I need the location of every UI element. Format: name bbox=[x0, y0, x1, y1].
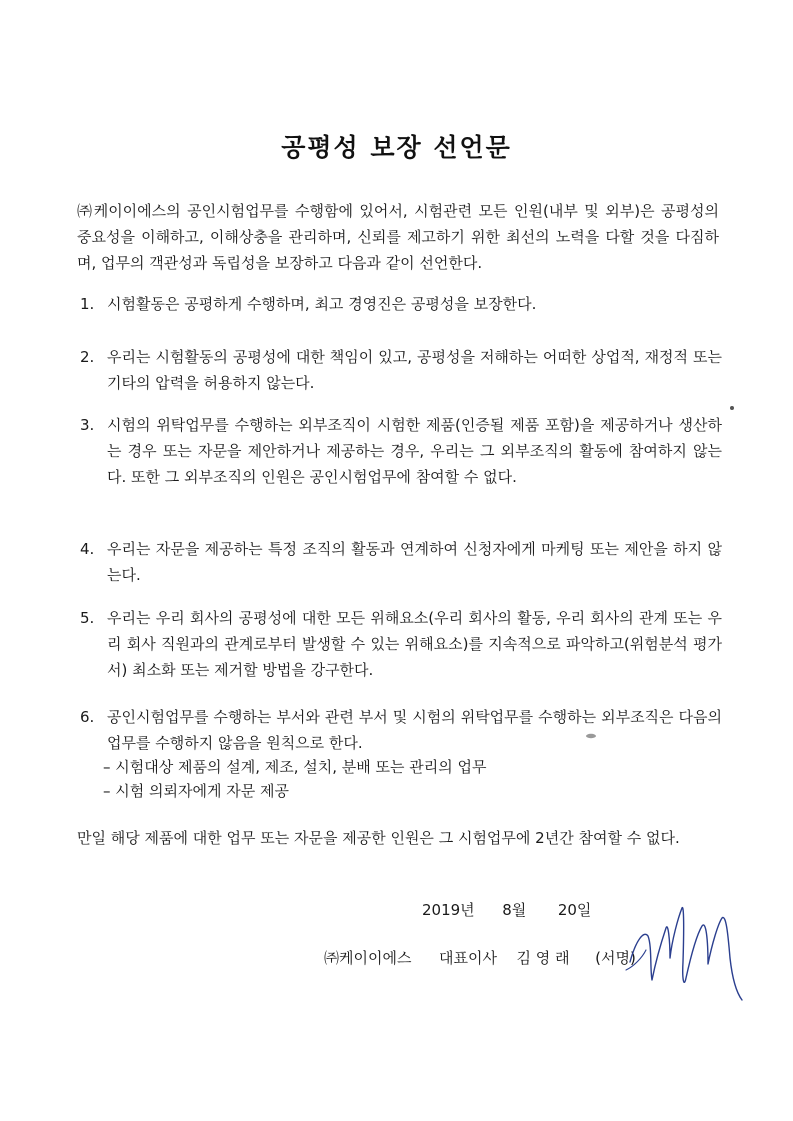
scan-speck bbox=[584, 732, 598, 740]
document-date bbox=[422, 898, 591, 922]
sign-label: (서명) bbox=[595, 949, 636, 967]
list-item bbox=[80, 536, 722, 588]
list-item-text: 우리는 자문을 제공하는 특정 조직의 활동과 연계하여 신청자에게 마케팅 또는 제안을 하지 않는다. bbox=[107, 540, 722, 584]
date-year: 2019년 bbox=[422, 901, 475, 919]
sub-list-item: – 시험대상 제품의 설계, 제조, 설치, 분배 또는 관리의 업무 bbox=[103, 758, 487, 776]
list-item-text: 시험활동은 공평하게 수행하며, 최고 경영진은 공평성을 보장한다. bbox=[107, 295, 537, 313]
list-item bbox=[80, 412, 722, 490]
scan-speck bbox=[728, 404, 736, 412]
page-title: 공평성 보장 선언문 bbox=[281, 133, 512, 162]
list-item-number: 2. bbox=[80, 348, 95, 366]
list-item-text: 시험의 위탁업무를 수행하는 외부조직이 시험한 제품(인증될 제품 포함)을 제공하거나 생산하는 경우 또는 자문을 제안하거나 제공하는 경우, 우리는 그 외부조직의 활동에 참여하지 않는다. 또한 그 외부조직의 인원은 공인시험업무에 참여할 수 없다. bbox=[107, 416, 722, 486]
list-item-number: 1. bbox=[80, 295, 95, 313]
list-item bbox=[80, 605, 722, 683]
list-item bbox=[80, 291, 722, 317]
date-day: 20일 bbox=[557, 901, 592, 919]
list-item-text: 우리는 시험활동의 공평성에 대한 책임이 있고, 공평성을 저해하는 어떠한 상업적, 재정적 또는 기타의 압력을 허용하지 않는다. bbox=[107, 348, 722, 392]
signer-name: 김 영 래 bbox=[516, 949, 570, 967]
list-item-number: 4. bbox=[80, 540, 95, 558]
date-month: 8월 bbox=[502, 901, 527, 919]
list-item-text: 우리는 우리 회사의 공평성에 대한 모든 위해요소(우리 회사의 활동, 우리 회사의 관계 또는 우리 회사 직원과의 관계로부터 발생할 수 있는 위해요소)를 지속적으로 파악하고(위험분석 평가서) 최소화 또는 제거할 방법을 강구한다. bbox=[107, 609, 722, 679]
intro-paragraph: ㈜케이이에스의 공인시험업무를 수행함에 있어서, 시험관련 모든 인원(내부 및 외부)은 공평성의 중요성을 이해하고, 이해상충을 관리하며, 신뢰를 제고하기 위한 최선의 노력을 다할 것을 다짐하며, 업무의 객관성과 독립성을 보장하고 다음과 같이 선언한다. bbox=[77, 202, 719, 272]
list-item-text: 공인시험업무를 수행하는 부서와 관련 부서 및 시험의 위탁업무를 수행하는 외부조직은 다음의 업무를 수행하지 않음을 원칙으로 한다. bbox=[107, 708, 722, 752]
closing-paragraph: 만일 해당 제품에 대한 업무 또는 자문을 제공한 인원은 그 시험업무에 2년간 참여할 수 없다. bbox=[77, 829, 680, 847]
signer-line bbox=[324, 946, 636, 970]
list-item bbox=[80, 344, 722, 396]
signer-position: 대표이사 bbox=[439, 949, 497, 967]
list-item-number: 6. bbox=[80, 708, 95, 726]
sub-list-item: – 시험 의뢰자에게 자문 제공 bbox=[103, 782, 289, 800]
list-item-number: 3. bbox=[80, 416, 95, 434]
list-item-number: 5. bbox=[80, 609, 95, 627]
list-item bbox=[80, 704, 722, 756]
handwritten-signature bbox=[622, 900, 747, 1010]
signer-company: ㈜케이이에스 bbox=[324, 949, 412, 967]
